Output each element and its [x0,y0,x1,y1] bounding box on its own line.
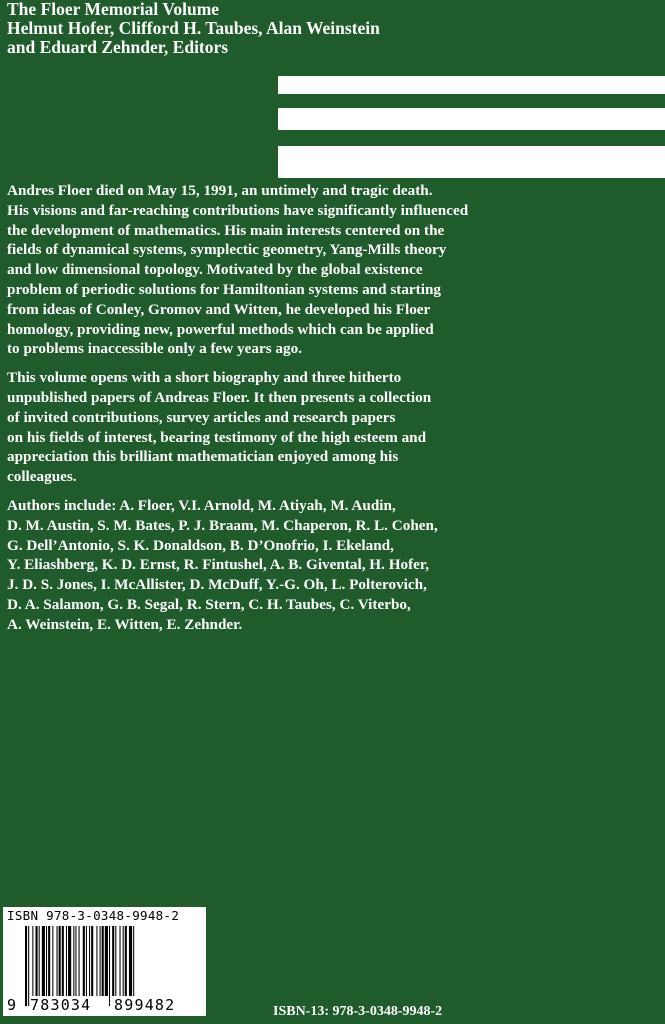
barcode-bar [100,926,101,996]
barcode-bar [112,926,114,996]
text-line: This volume opens with a short biography and three hitherto [7,369,402,387]
barcode-bar [75,926,76,996]
text-line: Y. Eliashberg, K. D. Ernst, R. Fintushel, A. B. Givental, H. Hofer, [7,556,430,574]
text-line: D. A. Salamon, G. B. Segal, R. Stern, C. H. Taubes, C. Viterbo, [7,595,411,613]
isbn-13: ISBN-13: 978-3-0348-9948-2 [273,1004,443,1019]
barcode-bar [102,926,104,996]
barcode-bar [62,926,64,996]
barcode-bar [120,926,121,996]
text-line: homology, providing new, powerful methods which can be applied [7,320,434,338]
barcode-bar [96,926,97,996]
text-line: of invited contributions, survey articles and research papers [7,408,396,426]
text-line: His visions and far-reaching contributions have significantly influenced [7,201,469,219]
barcode-bar [123,926,124,996]
barcode-bar [52,926,53,996]
text-line: the development of mathematics. His main interests centered on the [7,221,445,239]
barcode-bar [109,926,110,1006]
cover-header [7,0,380,57]
paragraph-authors [7,496,507,635]
barcode-bar [105,926,108,996]
barcode-bar [79,926,80,996]
barcode-bar [59,926,61,996]
barcode-bar [91,926,93,996]
barcode-bar [46,926,47,996]
text-line: appreciation this brilliant mathematician enjoyed among his [7,448,399,466]
barcode [3,907,206,1016]
barcode-bar [36,926,38,996]
text-line: G. Dell’Antonio, S. K. Donaldson, B. D’Onofrio, I. Ekeland, [7,536,394,554]
text-line: D. M. Austin, S. M. Bates, P. J. Braam, M. Chaperon, R. L. Cohen, [7,516,438,534]
editors-line-1: Helmut Hofer, Clifford H. Taubes, Alan Weinstein [7,18,380,38]
decorative-stripe-3 [278,146,665,178]
text-line: to problems inaccessible only a few years ago. [7,340,303,358]
text-line: A. Weinstein, E. Witten, E. Zehnder. [7,615,243,633]
text-line: fields of dynamical systems, symplectic geometry, Yang-Mills theory [7,241,447,259]
barcode-bar [83,926,85,996]
barcode-bar [66,926,67,996]
barcode-bar [42,926,45,996]
barcode-bar [57,926,58,996]
barcode-bar [129,926,132,996]
barcode-bar [115,926,116,996]
barcode-isbn-label: ISBN 978-3-0348-9948-2 [7,908,180,923]
barcode-bar [125,926,127,996]
barcode-bar [32,926,33,996]
barcode-left-digits: 783034 [30,996,92,1014]
text-line: Authors include: A. Floer, V.I. Arnold, M. Atiyah, M. Audin, [7,496,396,514]
barcode-lead-digit: 9 [7,996,17,1014]
description-text [7,181,507,644]
decorative-stripe-1 [278,76,665,94]
text-line: unpublished papers of Andreas Floer. It then presents a collection [7,388,432,406]
text-line: from ideas of Conley, Gromov and Witten, he developed his Floer [7,300,431,318]
barcode-bar [48,926,50,996]
decorative-stripe-2 [278,108,665,130]
text-line: Andres Floer died on May 15, 1991, an untimely and tragic death. [7,182,433,199]
paragraph-biography [7,181,507,359]
text-line: J. D. S. Jones, I. McAllister, D. McDuff, Y.-G. Oh, L. Polterovich, [7,576,427,594]
barcode-bar [73,926,74,996]
barcode-bar [68,926,71,996]
editors-line-2: and Eduard Zehnder, Editors [7,37,229,57]
text-line: on his fields of interest, bearing testimony of the high esteem and [7,428,427,446]
text-line: colleagues. [7,468,77,486]
text-line: problem of periodic solutions for Hamiltonian systems and starting [7,280,441,298]
barcode-bars [25,926,195,1006]
barcode-bar [25,926,27,1006]
barcode-bar [133,926,134,996]
paragraph-volume [7,368,507,487]
barcode-bar [89,926,90,996]
barcode-bar [86,926,87,996]
book-title: The Floer Memorial Volume [7,0,220,19]
text-line: and low dimensional topology. Motivated by the global existence [7,261,423,279]
barcode-right-digits: 899482 [114,996,176,1014]
barcode-bar [39,926,40,996]
barcode-bar [28,926,29,1006]
